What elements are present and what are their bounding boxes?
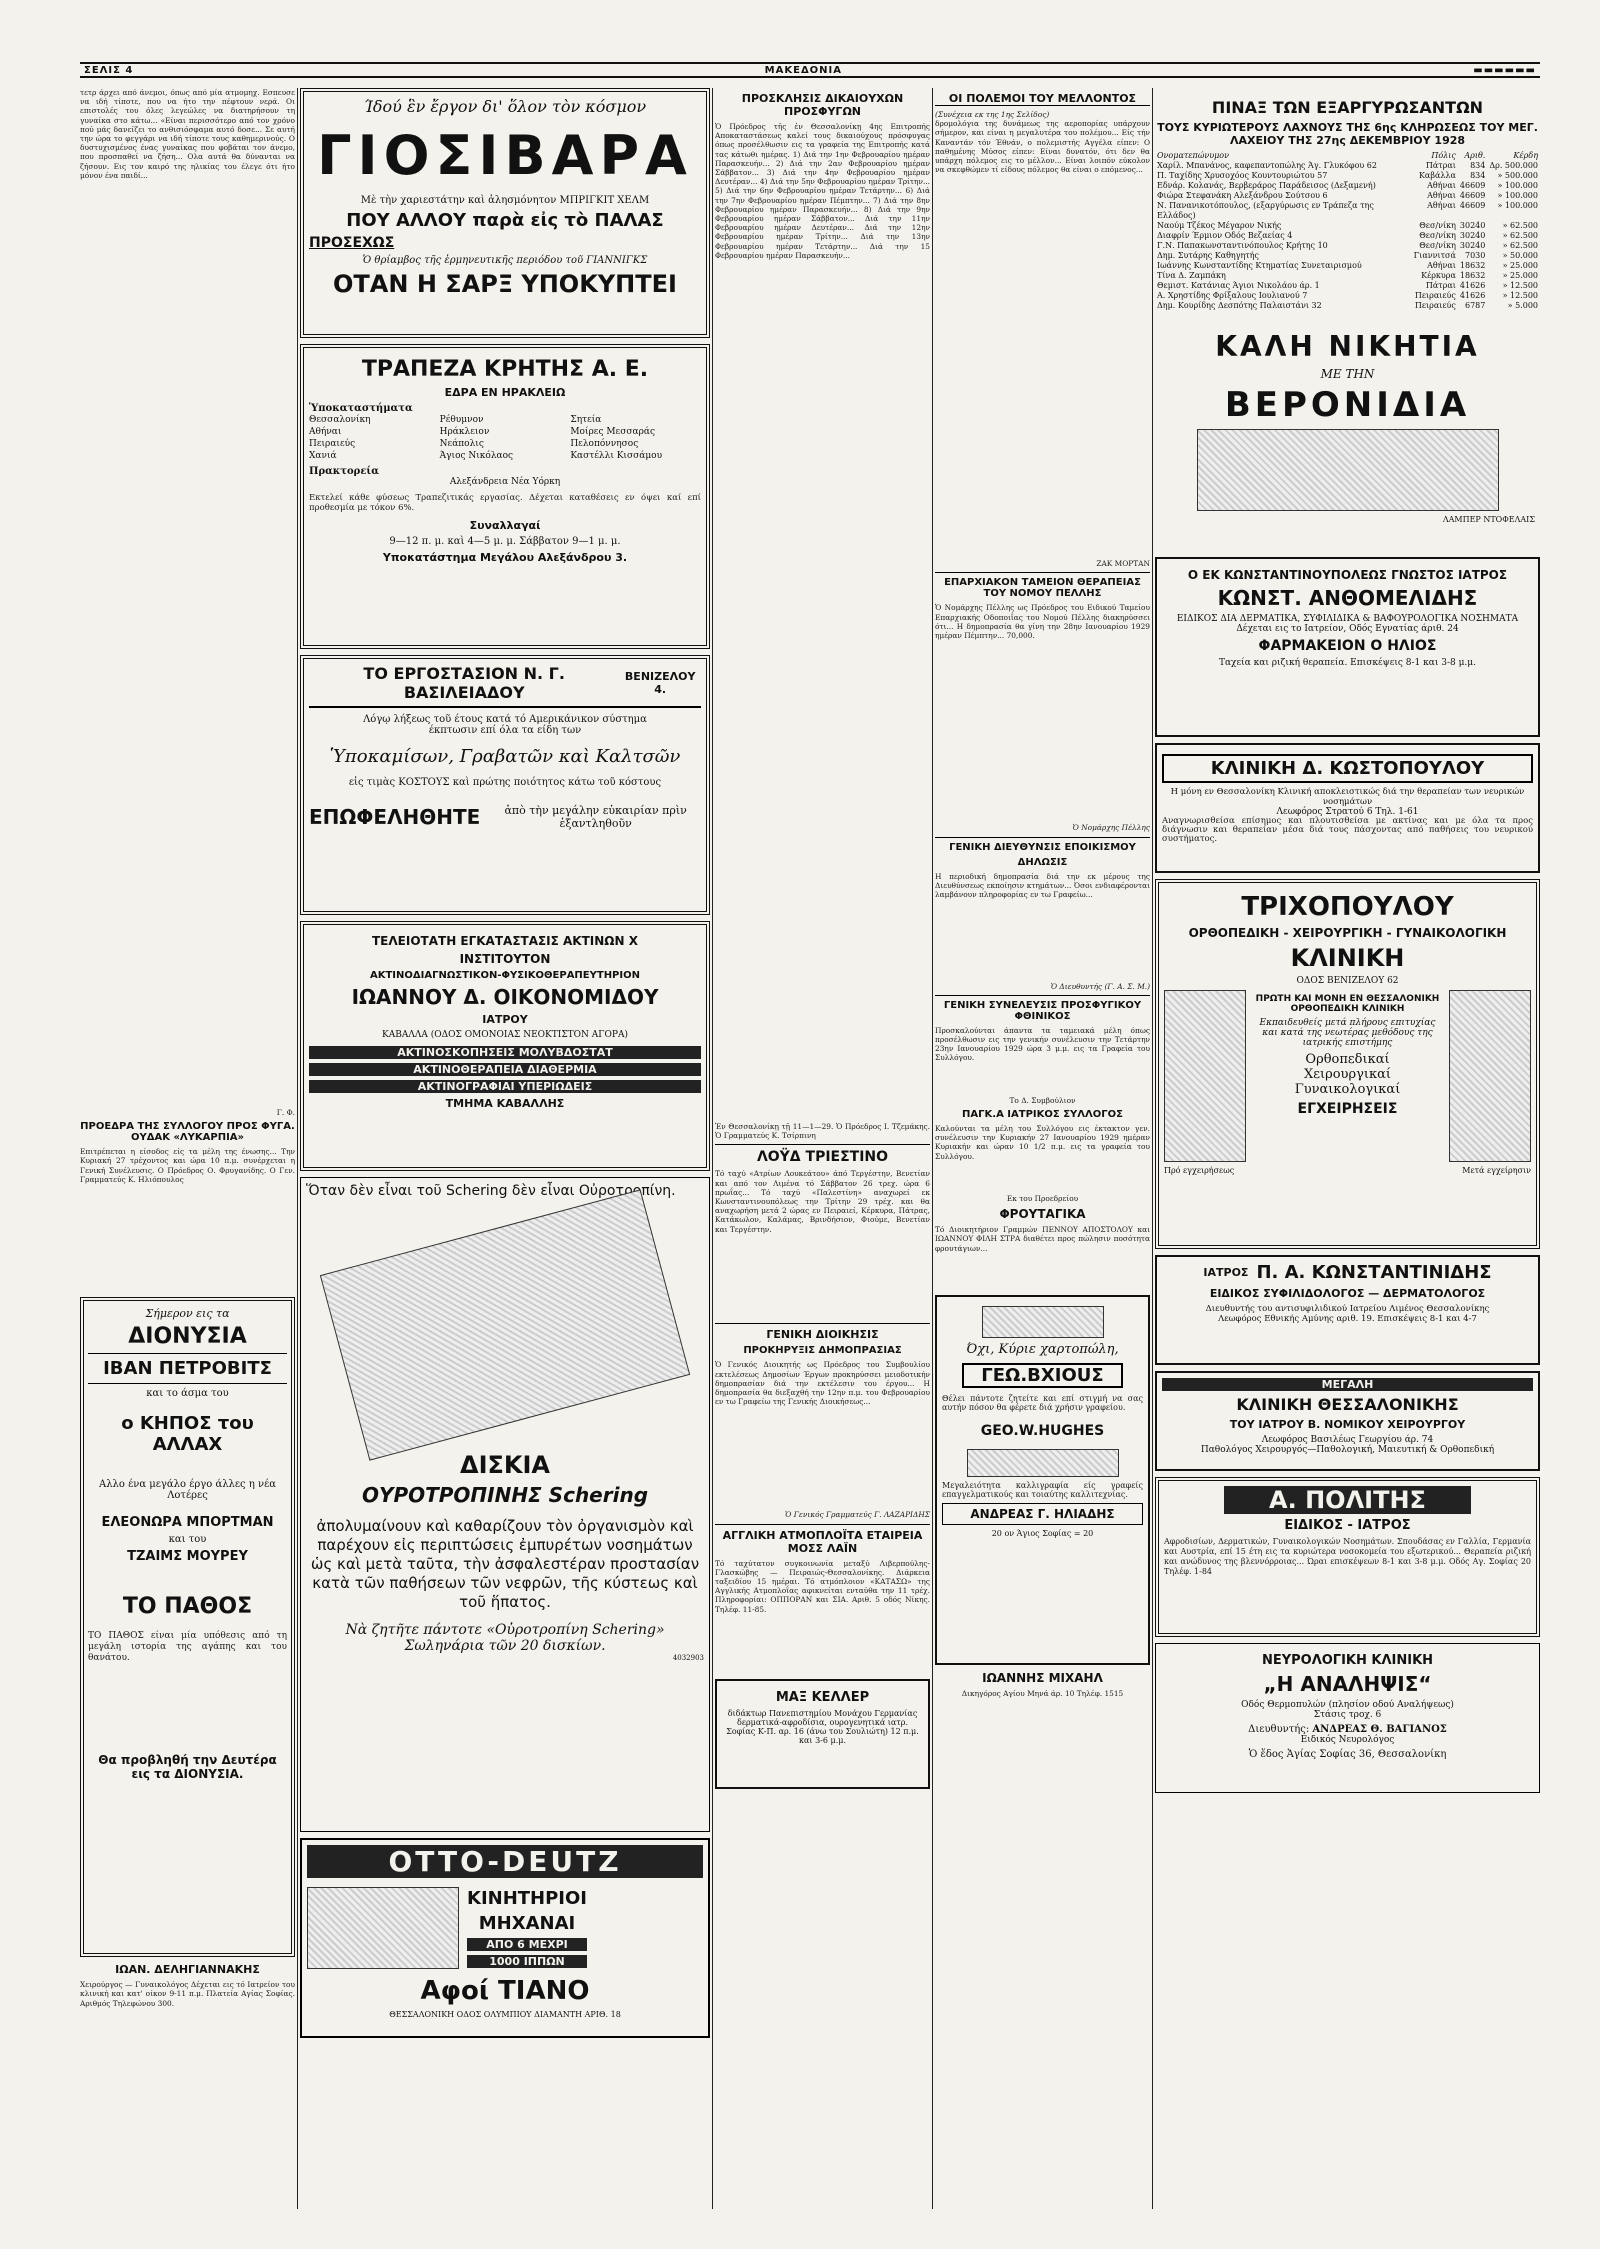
wars-heading: ΟΙ ΠΟΛΕΜΟΙ ΤΟΥ ΜΕΛΛΟΝΤΟΣ — [935, 92, 1150, 106]
lottery-cell: 834 — [1470, 161, 1486, 170]
lottery-subheading: ΤΟΥΣ ΚΥΡΙΩΤΕΡΟΥΣ ΛΑΧΝΟΥΣ ΤΗΣ 6ης ΚΛΗΡΩΣΕΩΣ ΤΟΥ ΜΕΓ. ΛΑΧΕΙΟΥ ΤΗΣ 27ης ΔΕΚΕΜΒΡΙΟΥ 1928 — [1157, 121, 1538, 147]
trichopoulou-spec-3: Γυναικολογικαί — [1294, 1082, 1401, 1097]
schering-ask: Νὰ ζητῆτε πάντοτε «Οὐροτροπίνη Schering» — [345, 1622, 665, 1638]
keller-desc: διδάκτωρ Πανεπιστημίου Μονάχου Γερμανίας — [727, 1708, 918, 1718]
lottery-cell: » 25.000 — [1502, 271, 1538, 280]
settlement-signature: Ὁ Διευθυντής (Γ. Α. Σ. Μ.) — [1050, 981, 1150, 991]
lottery-cell: Γ.Ν. Παπακωνσταντινόπουλος Κρήτης 10 — [1157, 241, 1328, 250]
keller-lines: δερματικά-αφροδίσια, ουρογενητικά ιατρ. Σοφίας Κ-Π. αρ. 16 (άνω του Σουλιώτη) 12 π.μ. και 3-6 μ.μ. — [726, 1717, 919, 1745]
lottery-cell: Καβάλλα — [1418, 171, 1456, 180]
paper-brand: ΓΕΩ.ΒΧΙΟUΣ — [962, 1363, 1123, 1388]
giosivara-title: ΓΙΟΣΙΒΑΡΑ — [317, 124, 693, 187]
bank-branch-addr: Υποκατάστημα Μεγάλου Αλεξάνδρου 3. — [382, 551, 628, 564]
assembly-body: Προσκαλούνται άπαντα τα ταμειακά μέλη όπως προσέλθωσιν εις την γενικήν συνέλευσιν την Τετάρτην 23ην Ιανουαρίου 1929 ώρα 3 μ.μ. εις τα Γραφεία του Συλλόγου. — [935, 1025, 1150, 1063]
veronidia-maker: ΛΑΜΠΕΡ ΝΤΟΦΕΛΑΙΣ — [1442, 515, 1535, 524]
bank-branch: Καστέλλι Κισσάμου — [570, 451, 663, 461]
bank-branch: Αθήναι — [309, 427, 342, 437]
lottery-row — [1155, 251, 1540, 261]
schering-title-1: ΔΙΣΚΙΑ — [460, 1451, 550, 1479]
trichopoulou-kliniki: ΚΛΙΝΙΚΗ — [1290, 944, 1405, 972]
vasileiadou-line2: έκπτωσιν επί όλα τα είδη των — [428, 725, 582, 736]
trichopoulou-sub: ΟΡΘΟΠΕΔΙΚΗ - ΧΕΙΡΟΥΡΓΙΚΗ - ΓΥΝΑΙΚΟΛΟΓΙΚΗ — [1188, 926, 1507, 940]
lottery-cell: Κέρκυρα — [1421, 271, 1456, 280]
ad-politis — [1155, 1477, 1540, 1637]
vasileiadou-product: Ὑποκαμίσων, Γραβατῶν καὶ Καλτσῶν — [329, 746, 681, 767]
settlement-heading: ΓΕΝΙΚΗ ΔΙΕΥΘΥΝΣΙΣ ΕΠΟΙΚΙΣΜΟΥ — [935, 837, 1150, 853]
moss-line-body: Τό ταχύτατον συγκοινωνία μεταξύ Λιβερπούλης-Γλασκώβης — Πειραιώς-Θεσσαλονίκης. Διάρκεια ταξειδίου 15 ημέραι. Τό ατμόπλοιον «ΚΑΤΑΣΩ» της Αγγλικής Ατμοπλοΐας αφικνείται ενταύθα την 11 τρέχ. Πληροφορίαι: ΟΠΠΟΡΑΝ και ΣΙΑ. Αριθ. 5 οδός Νίκης. Τηλέφ. 11-85. — [715, 1558, 930, 1614]
bank-branch: Θεσσαλονίκη — [309, 415, 371, 425]
wars-body: δρομολόγια της δυνάμεως της αεροπορίας υπάρχουν σήμερον, και είναι η μεγαλυτέρα του πολέμου... Είς τήν Καναντάν τόν Έθνάν, ο πολεμιστής Αγγέλα είπεν: Ο παθημένης Μύσος είπεν: Είναι δυνατόν, ότι δεν θα υπάρχη πόλεμος εις το μέλλον... Είναι λοιπόν εύκολον να σκεφθώμεν τί είδους πόλεμος θα είναι ο επόμενος... — [935, 119, 1150, 175]
wars-sub: (Συνέχεια εκ της 1ης Σελίδος) — [935, 110, 1050, 119]
lottery-cell: Εδνάρ. Κολανάς, Βερβεράρος Παράδεισος (Δεξαμενή) — [1157, 181, 1376, 190]
lottery-cell: 41626 — [1459, 291, 1486, 300]
schering-package-illustration — [320, 1189, 690, 1460]
xray-line-3: ΑΚΤΙΝΟΓΡΑΦΙΑΙ ΥΠΕΡΙΩΔΕΙΣ — [309, 1080, 701, 1093]
kostopoulou-title: ΚΛΙΝΙΚΗ Δ. ΚΩΣΤΟΠΟΥΛΟΥ — [1162, 754, 1533, 783]
lottery-cell: 46609 — [1459, 181, 1486, 190]
lottery-row — [1155, 291, 1540, 301]
otto-product-1: ΚΙΝΗΤΗΡΙΟΙ — [467, 1888, 588, 1909]
paper-desc: Θέλει πάντοτε ζητείτε και επί στιγμή να σας αυτήν πόσον θα φέρετε διά χρήσιν γραφείου. — [942, 1394, 1143, 1413]
kostopoulou-sub: Η μόνη εν Θεσσαλονίκη Κλινική αποκλειστικώς διά την θεραπείαν των νευρικών νοσημάτων — [1170, 787, 1525, 807]
assembly-heading: ΓΕΝΙΚΗ ΣΥΝΕΛΕΥΣΙΣ ΠΡΟΣΦΥΓΙΚΟΥ ΦΘΙΝΙΚΟΣ — [935, 995, 1150, 1022]
administration-heading: ΓΕΝΙΚΗ ΔΙΟΙΚΗΣΙΣ — [715, 1323, 930, 1341]
cinema-star: ΙΒΑΝ ΠΕΤΡΟΒΙΤΣ — [88, 1353, 287, 1384]
moss-line-heading: ΑΓΓΛΙΚΗ ΑΤΜΟΠΛΟΪΤΑ ΕΤΑΙΡΕΙΑ ΜΟΣΣ ΛΑΪΝ — [715, 1524, 930, 1555]
lottery-cell: 30240 — [1459, 231, 1486, 240]
paper-dealer: ΑΝΔΡΕΑΣ Γ. ΗΛΙΑΔΗΣ — [942, 1503, 1143, 1525]
ad-veronidia — [1155, 321, 1540, 551]
bank-branch: Σητεία — [570, 415, 602, 425]
politis-desc: Αφροδισίων, Δερματικών, Γυναικολογικών Νοσημάτων. Σπουδάσας εν Γαλλία, Γερμανία και Αυστρία, επί 15 έτη εις τα κυριώτερα νοσοκομεία του εξωτερικού... Θεραπεία ριζική και ανώδυνος της βλεννόρροιας... Ώραι επισκέψεων 8-1 και 3-8 μ.μ. Οδός Αγ. Σοφίας 20 Τηλέφ. 1-84 — [1164, 1537, 1531, 1576]
trichopoulou-mid: Εκπαιδευθείς μετά πλήρους επιτυχίας και κατά της νεωτέρας μεθόδους της ιατρικής επιστήμης — [1259, 1018, 1436, 1048]
lottery-cell: 46609 — [1459, 201, 1486, 210]
lottery-cell: 18632 — [1459, 261, 1486, 270]
lottery-cell: 7030 — [1464, 251, 1486, 260]
vasileiadou-benefit: ΕΠΩΦΕΛΗΘΗΤΕ — [309, 805, 481, 829]
politis-name: Α. ΠΟΛΙΤΗΣ — [1224, 1486, 1471, 1514]
cinema-ad — [80, 1297, 295, 1957]
konstantinidis-desc: Διευθυντής του αντισυφιλιδικού Ιατρείου Λιμένος Θεσσαλονίκης — [1205, 1304, 1490, 1314]
ad-trichopoulou — [1155, 879, 1540, 1249]
vasileiadou-title: ΤΟ ΕΡΓΟΣΤΑΣΙΟΝ Ν. Γ. ΒΑΣΙΛΕΙΑΔΟΥ — [363, 664, 565, 702]
anthomelidis-spec: ΕΙΔΙΚΟΣ ΔΙΑ ΔΕΡΜΑΤΙΚΑ, ΣΥΦΙΛΙΔΙΚΑ & ΒΑΦΟΥΡΟΛΟΓΙΚΑ ΝΟΣΗΜΑΤΑ — [1176, 614, 1519, 624]
bank-agents: Αλεξάνδρεια Νέα Υόρκη — [449, 477, 561, 487]
lottery-cell: Φιώρα Στεφανάκη Αλεξάνδρου Σούτσου 6 — [1157, 191, 1328, 200]
xray-name: ΙΩΑΝΝΟΥ Δ. ΟΙΚΟΝΟΜΙΔΟΥ — [351, 985, 659, 1009]
nomikou-spec: Παθολόγος Χειρουργός—Παθολογική, Μαιευτική & Ορθοπεδική — [1200, 1445, 1495, 1455]
lottery-cell: Τίνα Δ. Ζαμπάκη — [1157, 271, 1226, 280]
refugees-body: Ὁ Πρόεδρος τῆς ἐν Θεσσαλονίκῃ 4ης Επιτροπής Αποκαταστάσεως καλεί τους δικαιούχους πρόσφυγας όπως προσέλθωσιν εις τα γραφεία της Επιτροπής κατά τας κάτωθι ημέρας. 1) Διά την 1ην Φεβρουαρίου ημέραν Παρασκευήν... 2) Διά την 2αν Φεβρουαρίου ημέραν Σάββατον... 3) Διά την 4ην Φεβρουαρίου ημέραν Δευτέραν... 4) Διά την 5ην Φεβρουαρίου ημέραν Τρίτην... 5) Διά την 6ην Φεβρουαρίου ημέραν Τετάρτην... 6) Διά την 7ην Φεβρουαρίου ημέραν Πέμπτην... 7) Διά την 8ην Φεβρουαρίου ημέραν Παρασκευήν... 8) Διά την 9ην Φεβρουαρίου ημέραν Σάββατον... Διά την 11ην Φεβρουαρίου ημέραν Δευτέραν... Διά την 12ην Φεβρουαρίου ημέραν Τρίτην... Διά την 13ην Φεβρουαρίου ημέραν Τετάρτην... Διά την 15 Φεβρουαρίου ημέραν Παρασκευήν... — [715, 122, 930, 260]
doctor-desc: Χειρούργος — Γυναικολόγος Δέχεται εις τό Ιατρείον του κλινική και κατ' οίκον 9-11 π.μ. Πλατεία Αγίας Σοφίας. Αριθμός Τηλεφώνου 300. — [80, 1980, 295, 2008]
lottery-cell: » 62.500 — [1502, 241, 1538, 250]
lottery-heading: ΠΙΝΑΞ ΤΩΝ ΕΞΑΡΓΥΡΩΣΑΝΤΩΝ — [1211, 98, 1484, 117]
analipsis-tel: Στάσις τροχ. 6 — [1313, 1710, 1382, 1720]
bank-branch: Ηράκλειον — [439, 427, 490, 437]
lottery-cell: Ναούμ Τζέκος Μέγαρον Νικής — [1157, 221, 1282, 230]
ad-keller — [715, 1679, 930, 1789]
ad-schering — [300, 1177, 710, 1832]
trichopoulou-spec-1: Ορθοπεδικαί — [1305, 1052, 1390, 1067]
lottery-row — [1155, 171, 1540, 181]
cinema-series: ΤΟ ΠΑΘΟΣ — [122, 1594, 253, 1620]
giosivara-warn-sub: Ὁ θρίαμβος τῆς ἑρμηνευτικῆς περιόδου τοῦ ΓΙΑΝΝΙΓΚΣ — [362, 255, 648, 266]
analipsis-top: ΝΕΥΡΟΛΟΓΙΚΗ ΚΛΙΝΙΚΗ — [1261, 1653, 1434, 1668]
bank-hours-label: Συναλλαγαί — [469, 519, 541, 532]
trichopoulou-addr: ΟΔΟΣ ΒΕΝΙΖΕΛΟΥ 62 — [1296, 976, 1399, 986]
giosivara-bottom: ΟΤΑΝ Η ΣΑΡΞ ΥΠΟΚΥΠΤΕΙ — [333, 270, 677, 298]
lottery-cell: 18632 — [1459, 271, 1486, 280]
pen-nib-illustration — [967, 1449, 1119, 1477]
cinema-more: Αλλο ένα μεγάλο έργο άλλες η νέα Λοτέρες — [98, 1479, 277, 1502]
xray-line-1: ΑΚΤΙΝΟΣΚΟΠΗΣΕΙΣ ΜΟΛΥΒΔΟΣΤΑΤ — [309, 1046, 701, 1059]
column-rule — [712, 88, 713, 2209]
lottery-header-cell: Ονοματεπώνυμον — [1157, 151, 1229, 160]
lottery-cell: » 100.000 — [1497, 201, 1538, 210]
veronidia-line1: ΚΑΛΗ ΝΙΚΗΤΙΑ — [1215, 330, 1480, 363]
analipsis-spec: Ειδικός Νευρολόγος — [1300, 1735, 1395, 1745]
nomikou-top: ΜΕΓΑΛΗ — [1162, 1378, 1533, 1391]
patient-before-illustration — [1164, 990, 1246, 1162]
konstantinidis-spec: ΕΙΔΙΚΟΣ ΣΥΦΙΛΙΔΟΛΟΓΟΣ — ΔΕΡΜΑΤΟΛΟΓΟΣ — [1209, 1287, 1486, 1300]
otto-brand: OTTO-DEUTZ — [307, 1845, 703, 1878]
lottery-cell: » 5.000 — [1507, 301, 1538, 310]
patient-after-illustration — [1449, 990, 1531, 1162]
schering-top: Ὅταν δὲν εἶναι τοῦ Schering δὲν εἶναι Οὐροτροπίνη. — [306, 1183, 676, 1199]
lottery-cell: » 12.500 — [1502, 291, 1538, 300]
cinema-mid: και το άσμα του — [146, 1388, 229, 1400]
pella-heading: ΕΠΑΡΧΙΑΚΟΝ ΤΑΜΕΙΟΝ ΘΕΡΑΠΕΙΑΣ ΤΟΥ ΝΟΜΟΥ ΠΕΛΛΗΣ — [935, 572, 1150, 599]
fruit-body: Τό Διοικητήριον Γραμμών ΠΕΝΝΟΥ ΑΠΟΣΤΟΛΟΥ και ΙΩΑΝΝΟΥ ΦΙΛΗ ΣΤΡΑ διαθέτει προς πώλησιν ποσότητα φρουτάγιων... — [935, 1225, 1150, 1253]
lottery-cell: Αθήναι — [1427, 191, 1456, 200]
ad-kostopoulou — [1155, 743, 1540, 873]
cinema-today: Σήμερον εις τα — [145, 1307, 230, 1321]
ad-bank-crete — [300, 344, 710, 649]
analipsis-director: ΑΝΔΡΕΑΣ Θ. ΒΑΓΙΑΝΟΣ — [1312, 1724, 1447, 1735]
lottery-row — [1155, 161, 1540, 171]
column-5 — [1155, 88, 1540, 2209]
giosivara-warn: ΠΡΟΣΕΧΩΣ — [309, 235, 395, 251]
otto-dealer: Αφοί ΤΙΑΝΟ — [420, 1976, 590, 2006]
lottery-table — [1155, 151, 1540, 311]
anthomelidis-hours: Ταχεία και ριζική θεραπεία. Επισκέψεις 8-1 και 3-8 μ.μ. — [1218, 658, 1477, 668]
serial-story: τετρ άρχει από άνεμοι, όπως από μία ατμομηχ. Εσπευσε να ιδή τίποτε, που να ήτο την πέφτουν νερά. Οι επιστολές του όλες λεγεώλες να διατηρήσουν τη γυναίκα στο κάτω... «Είναι περισσότερο από τον χρόνο πού μάς δανείζει το ανθισιόσφαμα αυτό δοσε... Σε αυτή την ώρα το φεγγάρι να ιδή τίποτε τους καθημερινούς. Ο δυστυχισμένος ένας γυναίκας που φοβάται τον άνεμο, που προσπαθεί να ζήση... Ολα αυτά θα δύνανται να ζήσουν. Εις τον καιρό της ηλικίας του έλεγε ότι ήτο μόνον ένα παιδί... — [80, 88, 295, 180]
lottery-cell: Ιωάννης Κωνσταντίδης Κτηματίας Συνεταιρισμού — [1157, 261, 1362, 270]
cinema-cast-1: ΕΛΕΟΝΩΡΑ ΜΠΟΡΤΜΑΝ — [101, 1515, 274, 1531]
doctor-name: ΙΩΑΝ. ΔΕΛΗΓΙΑΝΝΑΚΗΣ — [115, 1963, 260, 1977]
anthomelidis-addr: Δέχεται εις το Ιατρείον, Οδός Εγνατίας άριθ. 24 — [1236, 624, 1459, 634]
otto-product-2: ΜΗΧΑΝΑΙ — [478, 1913, 576, 1934]
keller-name: ΜΑΞ ΚΕΛΛΕΡ — [775, 1689, 870, 1705]
lottery-row — [1155, 301, 1540, 311]
lottery-row — [1155, 271, 1540, 281]
veronidia-line2: ΜΕ ΤΗΝ — [1320, 367, 1375, 381]
column-rule — [932, 88, 933, 2209]
lloyd-body: Τό ταχύ «Ατρίων Λουκεάτου» άπό Τεργέστην, Βενετίαν και από τον Λιμένα τό Σάββατον 26 τρεχ. ώρα 6 πρωΐας... Τό ταχύ «Παλεστίνη» αναχωρεί εκ Κωνσταντινουπόλεως την Τρίτην 29 τρέχ. και θα αναχωρήση μετά 2 ώρας εν Πειραιεί, Κέρκυρα, Πάτρας, Κατάκωλον, Καλάμας, Βρινδήσιον, Φιούμε, Βενετίαν και Τεργέστην. — [715, 1169, 930, 1234]
xray-role: ΙΑΤΡΟΥ — [482, 1013, 528, 1026]
xray-line-2: ΑΚΤΙΝΟΘΕΡΑΠΕΙΑ ΔΙΑΘΕΡΜΙΑ — [309, 1063, 701, 1076]
lottery-row — [1155, 201, 1540, 221]
otto-power-2: 1000 ΙΠΠΩΝ — [467, 1955, 587, 1968]
trichopoulou-spec-4: ΕΓΧΕΙΡΗΣΕΙΣ — [1297, 1101, 1398, 1117]
refugee-notice-body: Επιτρέπεται η είσοδος είς τα μέλη της ένωσης... Την Κυριακή 27 τρέχοντος και ώρα 10 π.μ. συνέρχεται η Γενική Συνέλευσις. Ο Πρόεδρος Ο. Φρυγανίδης. Ο Γεν. Γραμματεύς Κ. Ηλιόπουλος — [80, 1147, 295, 1184]
schering-title-2: ΟΥΡΟΤΡΟΠΙΝΗΣ Schering — [361, 1483, 649, 1507]
otto-addr: ΘΕΣΣΑΛΟΝΙΚΗ ΟΔΟΣ ΟΛΥΜΠΙΟΥ ΔΙΑΜΑΝΤΗ ΑΡΙΘ. 18 — [389, 2010, 621, 2019]
ad-vasileiadou — [300, 655, 710, 915]
lottery-cell: » 100.000 — [1497, 181, 1538, 190]
ad-xray-institute — [300, 921, 710, 1171]
medical-assoc-signature: Εκ του Προεδρείου — [1006, 1194, 1079, 1204]
paper-note: Μεγαλειότητα καλλιγραφία είς γραφείς επαγγελματικούς και τοιαύτης καλλιτεχνίας. — [942, 1480, 1143, 1499]
pen-illustration — [982, 1306, 1104, 1338]
trichopoulou-first: ΠΡΩΤΗ ΚΑΙ ΜΟΝΗ ΕΝ ΘΕΣΣΑΛΟΝΙΚΗ ΟΡΘΟΠΕΔΙΚΗ ΚΛΙΝΙΚΗ — [1255, 994, 1440, 1014]
lottery-cell: Θεμιστ. Κατάνιας Άγιοι Νικολάου άρ. 1 — [1157, 281, 1320, 290]
schering-code: 4032903 — [672, 1654, 704, 1662]
cinema-footer: Θα προβληθή την Δευτέρα εις τα ΔΙΟΝΥΣΙΑ. — [98, 1753, 277, 1782]
auction-heading: ΠΡΟΚΗΡΥΞΙΣ ΔΗΜΟΠΡΑΣΙΑΣ — [743, 1345, 902, 1357]
wars-signature: ΖΑΚ ΜΟΡΤΑΝ — [1096, 559, 1150, 569]
settlement-subheading: ΔΗΛΩΣΙΣ — [1017, 856, 1068, 868]
trichopoulou-title: ΤΡΙΧΟΠΟΥΛΟΥ — [1241, 892, 1454, 922]
lottery-header-cell: Κέρδη — [1513, 151, 1538, 160]
lottery-cell: » 500.000 — [1497, 171, 1538, 180]
lottery-cell: » 100.000 — [1497, 191, 1538, 200]
bank-branch: Νεάπολις — [439, 439, 484, 449]
lottery-cell: » 25.000 — [1502, 261, 1538, 270]
lottery-cell: » 62.500 — [1502, 231, 1538, 240]
bank-title: ΤΡΑΠΕΖΑ ΚΡΗΤΗΣ Α. Ε. — [361, 357, 649, 382]
analipsis-addr: Οδός Θερμοπυλών (πλησίον οδού Αναλήψεως) — [1241, 1700, 1454, 1710]
masthead — [80, 62, 1540, 78]
masthead-ornament: ▬▬▬▬▬▬ — [1473, 64, 1536, 76]
konstantinidis-addr: Λεωφόρος Εθνικής Αμύνης αριθ. 19. Επισκέψεις 8-1 και 4-7 — [1218, 1314, 1477, 1324]
cinema-cast-2: ΤΖΑΙΜΣ ΜΟΥΡΕΥ — [127, 1549, 248, 1565]
lottery-cell: Αθήναι — [1427, 201, 1456, 210]
bank-branch: Πειραιεύς — [309, 439, 356, 449]
paper-brand-2: GEO.W.HUGHES — [980, 1422, 1105, 1439]
lottery-cell: Πάτραι — [1425, 161, 1456, 170]
column-4 — [935, 88, 1150, 2209]
xray-top: ΤΕΛΕΙΟΤΑΤΗ ΕΓΚΑΤΑΣΤΑΣΙΣ ΑΚΤΙΝΩΝ Χ — [372, 934, 638, 948]
michail-name: ΙΩΑΝΝΗΣ ΜΙΧΑΗΛ — [982, 1671, 1103, 1686]
lottery-cell: Θεσ/νίκη — [1419, 241, 1456, 250]
nomikou-sub: ΤΟΥ ΙΑΤΡΟΥ Β. ΝΟΜΙΚΟΥ ΧΕΙΡΟΥΡΓΟΥ — [1229, 1418, 1466, 1431]
lottery-cell: Χαρίλ. Μπανάνος, καφεπαντοπώλης Άγ. Γλυκόφου 62 — [1157, 161, 1377, 170]
lottery-cell: Πειραιεύς — [1414, 301, 1456, 310]
konstantinidis-role: ΙΑΤΡΟΣ — [1203, 1266, 1249, 1279]
ad-giosivara — [300, 88, 710, 338]
trichopoulou-spec-2: Χειρουργικαί — [1304, 1067, 1391, 1082]
column-rule — [1152, 88, 1153, 2209]
column-2 — [300, 88, 710, 2209]
bank-sub: ΕΔΡΑ ΕΝ ΗΡΑΚΛΕΙΩ — [444, 386, 566, 399]
ad-hughes-paper — [935, 1295, 1150, 1665]
lottery-cell: 41626 — [1459, 281, 1486, 290]
bank-hours: 9—12 π. μ. καὶ 4—5 μ. μ. Σάββατον 9—1 μ. μ. — [389, 536, 621, 547]
nomikou-addr: Λεωφόρος Βασιλέως Γεωργίου άρ. 74 — [1261, 1435, 1434, 1445]
lottery-header-cell: Πόλις — [1431, 151, 1456, 160]
trichopoulou-after: Μετά εγχείρησιν — [1462, 1166, 1531, 1175]
pella-body: Ὁ Νομάρχης Πέλλης ως Πρόεδρος του Ειδικού Ταμείου Επαρχιακής Οδοποιΐας του Νομού Πέλλης διακηρύσσει ότι... Η δημοπρασία θα γίνη την 28ην Ιανουαρίου 1929 ημέραν Πέμπτην... 70,000. — [935, 603, 1150, 641]
cinema-film: ο ΚΗΠΟΣ του ΑΛΛΑΧ — [121, 1413, 254, 1456]
analipsis-footer: Ὁ ἕδος Ἁγίας Σοφίας 36, Θεσσαλονίκη — [1248, 1749, 1447, 1760]
lottery-cell: Δρ. 500.000 — [1489, 161, 1538, 170]
lottery-cell: Θεσ/νίκη — [1419, 231, 1456, 240]
bank-branch: Ρέθυμνον — [439, 415, 484, 425]
pella-signature: Ὁ Νομάρχης Πέλλης — [1072, 823, 1150, 833]
cinema-and: και του — [168, 1534, 207, 1546]
lottery-cell: Π. Ταχίδης Χρυσοχόος Κουντουριώτου 57 — [1157, 171, 1328, 180]
lottery-row — [1155, 191, 1540, 201]
column-3 — [715, 88, 930, 2209]
bank-branch: Πελοπόννησος — [570, 439, 639, 449]
giosivara-top: Ίδού ἓν ἔργον δι' ὅλον τὸν κόσμον — [363, 97, 647, 116]
otto-power-1: ΑΠΟ 6 ΜΕΧΡΙ — [467, 1938, 587, 1951]
story-signature: Γ. Φ. — [276, 1108, 295, 1117]
schering-body: ἀπολυμαίνουν καὶ καθαρίζουν τὸν ὀργανισμὸν καὶ παρέχουν εἰς περιπτώσεις ἐμπυρέτων νοσημάτων ὡς καὶ μετὰ ταῦτα, τὴν ἀσφαλεστέραν προστασίαν κατὰ τῶν παθήσεων τῶν νεφρῶν, τῆς κύστεως καὶ τοῦ ἥπατος. — [310, 1517, 700, 1611]
bank-branches-label: Ὑποκαταστήματα — [309, 403, 413, 414]
lottery-cell: 30240 — [1459, 221, 1486, 230]
column-1 — [80, 88, 295, 2209]
lottery-row — [1155, 241, 1540, 251]
vasileiadou-addr: ΒΕΝΙΖΕΛΟΥ 4. — [624, 670, 696, 696]
lottery-cell: Δημ. Κουρίδης Δεσπότης Παλαιστάνι 32 — [1157, 301, 1322, 310]
auction-body: Ὁ Γενικός Διοικητής ως Πρόεδρος του Συμβουλίου εκτελέσεως Δημοσίων Έργων προκηρύσσει μειοδοτικήν δημοπρασίαν διά την εκτέλεσιν του έργου... Η δημοπρασία θα διεξαχθή την 12ην π.μ. του Φεβρουαρίου εν τω Γραφείω της Γενικής Διοικήσεως... — [715, 1360, 930, 1407]
cinema-venue: ΔΙΟΝΥΣΙΑ — [128, 1324, 247, 1350]
lottery-cell: Θεσ/νίκη — [1419, 221, 1456, 230]
paper-addr: 20 ον Άγιος Σοφίας = 20 — [991, 1529, 1094, 1539]
vasileiadou-line3: εἰς τιμὰς ΚΟΣΤΟΥΣ καὶ πρώτης ποιότητος κάτω τοῦ κόστους — [348, 777, 662, 788]
xray-footer: ΤΜΗΜΑ ΚΑΒΑΛΛΗΣ — [445, 1097, 565, 1110]
kostopoulou-addr: Λεωφόρος Στρατού 6 Τηλ. 1-61 — [1276, 807, 1419, 817]
lottery-cell: Γιαννιτσά — [1413, 251, 1456, 260]
refugees-signature: Ἐν Θεσσαλονίκῃ τῇ 11—1—29. Ὁ Πρόεδρος Ι. Τζεμάκης. Ὁ Γραμματεύς Κ. Τσίρπινη — [715, 1122, 930, 1141]
lottery-row — [1155, 181, 1540, 191]
paper-slogan: Όχι, Κύριε χαρτοπώλη, — [966, 1342, 1119, 1358]
sleeping-woman-illustration — [1197, 429, 1499, 511]
lottery-row — [1155, 281, 1540, 291]
refugees-heading: ΠΡΟΣΚΛΗΣΙΣ ΔΙΚΑΙΟΥΧΩΝ ΠΡΟΣΦΥΓΩΝ — [741, 92, 904, 118]
bank-branch: Χανιά — [309, 451, 337, 461]
lottery-cell: Δημ. Συτάρης Καθηγητής — [1157, 251, 1259, 260]
kostopoulou-desc: Αναγνωρισθείσα επίσημος και πλουτισθείσα με ακτίνας και με όλα τα προς διάγνωσιν και θεραπείαν μέσα διά τους πάσχοντας από παθήσεις του νευρικού συστήματος. — [1162, 816, 1533, 845]
ad-anthomelidis — [1155, 557, 1540, 737]
medical-assoc-body: Καλούνται τα μέλη του Συλλόγου εις έκτακτον γεν. συνέλευσιν την Κυριακήν 27 Ιανουαρίου 1929 ημέραν Κυριακήν και ώραν 10 1/2 π.μ. εις τα γραφεία του Συλλόγου. — [935, 1124, 1150, 1161]
bank-branch: Άγιος Νικόλαος — [439, 451, 514, 461]
ad-otto-deutz — [300, 1838, 710, 2038]
analipsis-director-label: Διευθυντής: — [1248, 1724, 1310, 1735]
anthomelidis-top: Ο ΕΚ ΚΩΝΣΤΑΝΤΙΝΟΥΠΟΛΕΩΣ ΓΝΩΣΤΟΣ ΙΑΤΡΟΣ — [1187, 568, 1508, 582]
xray-addr: ΚΑΒΑΛΛΑ (ΟΔΟΣ ΟΜΟΝΟΙΑΣ ΝΕΟΚΤΙΣΤΟΝ ΑΓΟΡΑ) — [382, 1030, 628, 1040]
giosivara-line2: ΠΟΥ ΑΛΛΟΥ παρὰ εἰς τὸ ΠΑΛΑΣ — [346, 210, 664, 231]
fruit-heading: ΦΡΟΥΤΑΓΙΚΑ — [999, 1207, 1086, 1222]
lottery-header-cell: Αριθ. — [1464, 151, 1486, 160]
trichopoulou-before: Πρό εγχειρήσεως — [1164, 1166, 1235, 1175]
giosivara-line1: Μὲ τὴν χαριεστάτην καὶ ἀλησμόνητον ΜΠΡΙΓΚΙΤ ΧΕΛΜ — [360, 195, 650, 206]
lottery-cell: » 62.500 — [1502, 221, 1538, 230]
settlement-body: Η περιοδική δημοπρασία διά την εκ μέρους της Διευθύνσεως εκποίησιν κτημάτων... Όσοι ενδιαφέρονται λαμβάνουν πληροφορίας εν τω Γραφείω... — [935, 871, 1150, 900]
lottery-row — [1155, 261, 1540, 271]
lottery-table-header — [1155, 151, 1540, 161]
lottery-cell: Διαφρίν Έρμιον Οδός Βεζαείας 4 — [1157, 231, 1293, 240]
bank-info: Εκτελεί κάθε φύσεως Τραπεζιτικάς εργασίας. Δέχεται καταθέσεις εν όψει καί επί προθεσμία με τόκον 6%. — [309, 493, 701, 513]
vasileiadou-line1: Λόγῳ λήξεως τοῦ έτους κατά τό Αμερικάνικον σύστημα — [363, 714, 647, 725]
lottery-cell: 46609 — [1459, 191, 1486, 200]
engine-illustration — [307, 1887, 459, 1969]
column-rule — [297, 88, 298, 2209]
politis-spec: ΕΙΔΙΚΟΣ - ΙΑΤΡΟΣ — [1284, 1518, 1411, 1533]
ad-konstantinidis — [1155, 1255, 1540, 1365]
anthomelidis-pharmacy: ΦΑΡΜΑΚΕΙΟΝ Ο ΗΛΙΟΣ — [1258, 638, 1437, 654]
cinema-series-desc: ΤΟ ΠΑΘΟΣ είναι μία υπόθεσις από τη μεγάλη ιστορία της αγάπης και του θανάτου. — [88, 1631, 287, 1664]
ad-analipsis — [1155, 1643, 1540, 1793]
bank-branches — [309, 414, 701, 462]
bank-agents-label: Πρακτορεία — [309, 466, 379, 477]
lottery-cell: » 50.000 — [1502, 251, 1538, 260]
anthomelidis-name: ΚΩΝΣΤ. ΑΝΘΟΜΕΛΙΔΗΣ — [1217, 586, 1478, 610]
lottery-cell: 30240 — [1459, 241, 1486, 250]
xray-inst: ΙΝΣΤΙΤΟΥΤΟΝ — [459, 952, 551, 966]
medical-assoc-heading: ΠΑΓΚ.Α ΙΑΤΡΙΚΟΣ ΣΥΛΛΟΓΟΣ — [962, 1109, 1123, 1121]
auction-signature: Ὁ Γενικός Γραμματεύς Γ. ΛΑΖΑΡΙΔΗΣ — [785, 1510, 930, 1520]
bank-branch: Μοίρες Μεσσαράς — [570, 427, 655, 437]
xray-sub: ΑΚΤΙΝΟΔΙΑΓΝΩΣΤΙΚΟΝ-ΦΥΣΙΚΟΘΕΡΑΠΕΥΤΗΡΙΟΝ — [370, 970, 640, 981]
assembly-signature: Το Δ. Συμβούλιον — [1009, 1095, 1076, 1105]
schering-pack: Σωληνάρια τῶν 20 δισκίων. — [404, 1638, 606, 1654]
lottery-row — [1155, 231, 1540, 241]
nomikou-title: ΚΛΙΝΙΚΗ ΘΕΣΣΑΛΟΝΙΚΗΣ — [1236, 1395, 1459, 1414]
lottery-cell: Α. Χρηστίδης Φρίξαλους Ιουλιανού 7 — [1157, 291, 1308, 300]
lottery-cell: Πειραιεύς — [1414, 291, 1456, 300]
refugee-notice-title: ΠΡΟΕΔΡΑ ΤΗΣ ΣΥΛΛΟΓΟΥ ΠΡΟΣ ΦΥΓΑ. ΟΥΔΑΚ «ΛΥΚΑΡΠΙΑ» — [80, 1121, 295, 1144]
veronidia-line3: ΒΕΡΟΝΙΔΙΑ — [1224, 385, 1471, 425]
lottery-cell: 6787 — [1464, 301, 1486, 310]
michail-desc: Δικηγόρος Αγίου Μηνά άρ. 10 Τηλέφ. 1515 — [961, 1689, 1124, 1699]
lottery-cell: Αθήναι — [1427, 181, 1456, 190]
newspaper-title: ΜΑΚΕΔΟΝΙΑ — [764, 64, 843, 76]
lloyd-heading: ΛΟΫΔ ΤΡΙΕΣΤΙΝΟ — [715, 1144, 930, 1165]
lottery-cell: Αθήναι — [1427, 261, 1456, 270]
page-number: ΣΕΛΙΣ 4 — [84, 64, 134, 76]
analipsis-name: „Η ΑΝΑΛΗΨΙΣ“ — [1263, 1672, 1432, 1696]
konstantinidis-name: Π. Α. ΚΩΝΣΤΑΝΤΙΝΙΔΗΣ — [1256, 1262, 1492, 1283]
ad-nomikou — [1155, 1371, 1540, 1471]
lottery-row — [1155, 221, 1540, 231]
lottery-cell: Ν. Πανανικοτόπουλος, (εξαργύρωσις εν Τράπεζα της Ελλάδος) — [1157, 201, 1374, 220]
vasileiadou-benefit-sub: ἀπὸ τὴν μεγάλην εὐκαιρίαν πρὶν ἐξαντληθοῦν — [504, 804, 687, 830]
lottery-cell: 834 — [1470, 171, 1486, 180]
lottery-cell: » 12.500 — [1502, 281, 1538, 290]
lottery-cell: Πάτραι — [1425, 281, 1456, 290]
